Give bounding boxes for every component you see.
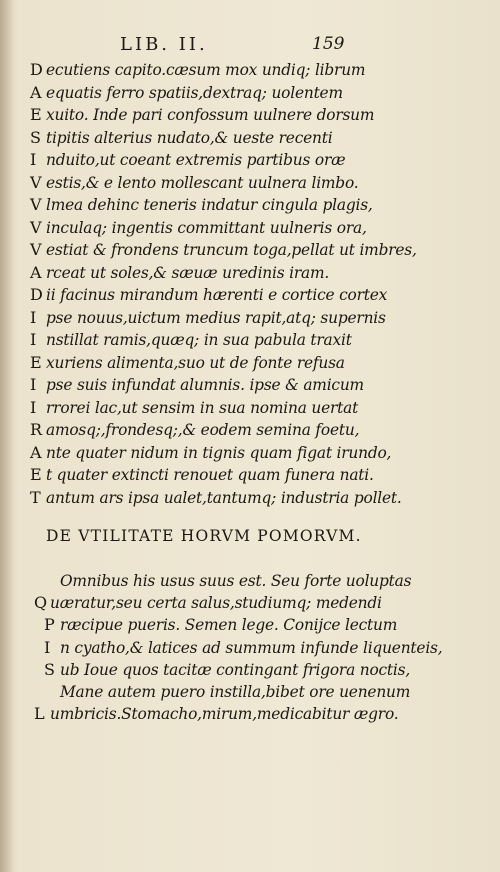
- verse-text: equatis ferro spatiis,dextraq; uolentem: [46, 83, 343, 102]
- verse-line: [30, 239, 417, 261]
- verse-initial: E: [30, 465, 42, 484]
- verse-line: [30, 59, 365, 81]
- gutter-shadow: [0, 0, 14, 872]
- verse-initial: I: [30, 397, 37, 417]
- verse-line: [30, 397, 358, 419]
- verse-text: xuriens alimenta,suo ut de fonte refusa: [46, 353, 345, 372]
- verse-line: [30, 442, 391, 464]
- verse-line: [60, 681, 410, 703]
- verse-initial: I: [30, 375, 37, 394]
- verse-line: [30, 217, 367, 239]
- verse-line: [30, 374, 364, 396]
- verse-text: nte quater nidum in tignis quam figat irundo,: [46, 443, 392, 462]
- verse-text: n cyatho,& latices ad summum infunde liquenteis,: [60, 638, 443, 657]
- verse-text: estiat & frondens truncum toga,pellat ut imbres,: [46, 241, 417, 259]
- verse-text: xuito. Inde pari confossum uulnere dorsum: [46, 106, 375, 124]
- verse-text: pse nouus,uictum medius rapit,atq; supernis: [46, 308, 386, 327]
- verse-line: [30, 419, 359, 441]
- verse-line: [44, 659, 410, 681]
- verse-text: uæratur,seu certa salus,studiumq; medendi: [50, 594, 382, 613]
- verse-initial: D: [30, 285, 43, 304]
- verse-line: [44, 637, 442, 659]
- verse-text: rceat ut soles,& sæuæ uredinis iram.: [46, 263, 330, 282]
- verse-initial: V: [30, 172, 42, 192]
- verse-initial: D: [30, 60, 43, 79]
- verse-initial: Q: [34, 593, 47, 613]
- verse-text: Mane autem puero instilla,bibet ore uenenum: [60, 683, 411, 701]
- verse-line: [30, 284, 387, 306]
- verse-line: [60, 570, 411, 592]
- verse-line: [30, 194, 373, 216]
- verse-text: estis,& e lento mollescant uulnera limbo.: [46, 173, 359, 192]
- verse-text: tipitis alterius nudato,& ueste recenti: [46, 128, 333, 147]
- verse-line: [30, 149, 345, 171]
- verse-text: Omnibus his usus suus est. Seu forte uoluptas: [60, 572, 412, 590]
- verse-text: t quater extincti renouet quam funera nati.: [46, 466, 374, 484]
- verse-initial: S: [30, 127, 41, 147]
- verse-initial: T: [30, 487, 41, 507]
- verse-initial: I: [44, 637, 51, 657]
- verse-line: [34, 592, 382, 614]
- verse-text: lmea dehinc teneris indatur cingula plagis,: [46, 196, 373, 214]
- verse-initial: S: [44, 659, 55, 679]
- verse-line: [30, 487, 402, 509]
- verse-initial: I: [30, 150, 37, 169]
- verse-line: [30, 127, 332, 149]
- verse-initial: L: [34, 704, 45, 724]
- verse-initial: V: [30, 195, 42, 214]
- verse-text: inculaq; ingentis committant uulneris ora,: [46, 218, 367, 237]
- verse-text: ræcipue pueris. Semen lege. Conijce lectum: [60, 616, 398, 635]
- verse-line: [30, 352, 345, 374]
- verse-line: [30, 172, 358, 194]
- verse-line: [30, 104, 374, 126]
- verse-initial: A: [30, 262, 42, 282]
- section-heading: DE VTILITATE HORVM POMORVM.: [46, 527, 362, 545]
- verse-text: nduito,ut coeant extremis partibus oræ: [46, 151, 346, 169]
- verse-line: [34, 703, 398, 725]
- verse-initial: E: [30, 352, 42, 372]
- running-head: LIB. II.: [120, 34, 208, 55]
- page-number: 159: [312, 34, 345, 54]
- verse-line: [44, 614, 397, 636]
- verse-text: umbricis.Stomacho,mirum,medicabitur ægro.: [50, 705, 399, 724]
- verse-line: [30, 262, 329, 284]
- verse-text: ii facinus mirandum hærenti e cortice cortex: [46, 286, 388, 304]
- verse-initial: R: [30, 420, 42, 439]
- verse-initial: A: [30, 442, 42, 462]
- verse-initial: E: [30, 105, 42, 124]
- verse-line: [30, 82, 343, 104]
- verse-text: antum ars ipsa ualet,tantumq; industria pollet.: [46, 488, 402, 507]
- verse-initial: V: [30, 217, 42, 237]
- verse-line: [30, 307, 386, 329]
- verse-text: amosq;,frondesq;,& eodem semina foetu,: [46, 421, 360, 439]
- verse-text: ub Ioue quos tacitæ contingant frigora noctis,: [60, 660, 411, 679]
- verse-text: pse suis infundat alumnis. ipse & amicum: [46, 376, 364, 394]
- page-header: [0, 34, 500, 56]
- verse-initial: I: [30, 330, 37, 349]
- verse-initial: V: [30, 240, 42, 259]
- verse-text: rrorei lac,ut sensim in sua nomina uertat: [46, 398, 359, 417]
- verse-text: nstillat ramis,quæq; in sua pabula traxit: [46, 331, 352, 349]
- verse-initial: I: [30, 307, 37, 327]
- verse-line: [30, 329, 352, 351]
- verse-initial: P: [44, 615, 55, 635]
- verse-initial: A: [30, 82, 42, 102]
- verse-text: ecutiens capito.cæsum mox undiq; librum: [46, 61, 366, 79]
- verse-line: [30, 464, 374, 486]
